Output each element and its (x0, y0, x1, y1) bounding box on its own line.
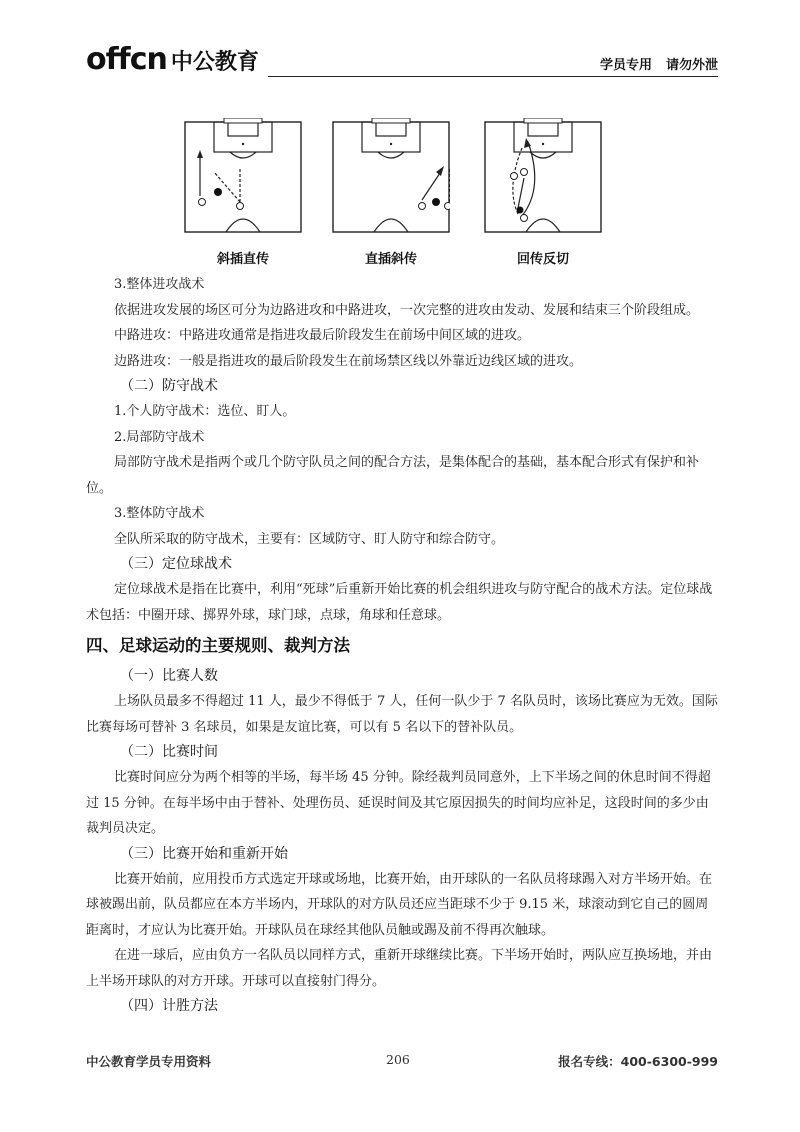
logo-text-cn: 中公教育 (170, 50, 259, 75)
page-footer (86, 1052, 718, 1072)
logo-text-en: offcn (86, 42, 167, 77)
defense-overall-text: 全队所采取的防守战术，主要有：区域防守、盯人防守和综合防守。 (114, 531, 505, 547)
time-text: 比赛时间应分为两个相等的半场，每半场 45 分钟。除经裁判员同意外，上下半场之间的休息时间不得超过 15 分钟。在每半场中由于替补、处理伤员、延误时间及其它原因损失的时间均应补足，这段时间的多少由裁判员决定。 (86, 770, 711, 836)
setpiece-text: 定位球战术是指在比赛中，利用“死球”后重新开始比赛的机会组织进攻与防守配合的战术方法。定位球战术包括：中圈开球、掷界外球，球门球，点球，角球和任意球。 (86, 582, 713, 623)
figure-caption-1: 斜插直传 (216, 252, 269, 267)
defense-local-title: 2.局部防守战术 (114, 429, 205, 445)
defense-individual: 1.个人防守战术：选位、盯人。 (114, 404, 296, 419)
figure-caption-2: 直插斜传 (364, 252, 417, 267)
figure-diagonal-straight (184, 118, 314, 267)
chapter-rules-heading: 四、足球运动的主要规则、裁判方法 (86, 636, 350, 655)
section-win-heading: （四）计胜方法 (120, 998, 218, 1014)
defense-local-text: 局部防守战术是指两个或几个防守队员之间的配合方法，是集体配合的基础，基本配合形式有保护和补位。 (86, 455, 700, 496)
section-defense-heading: （二）防守战术 (120, 378, 218, 394)
header-notice (600, 54, 718, 73)
players-text: 上场队员最多不得超过 11 人，最少不得低于 7 人，任何一队少于 7 名队员时，该场比赛应为无效。国际比赛每场可替补 3 名球员，如果是友谊比赛，可以有 5 名以下的替补队员。 (86, 694, 718, 735)
side-attack-text: 边路进攻：一般是指进攻的最后阶段发生在前场禁区线以外靠近边线区域的进攻。 (114, 353, 583, 369)
section-players-heading: （一）比赛人数 (120, 668, 218, 684)
section-start-heading: （三）比赛开始和重新开始 (120, 845, 288, 862)
offense-overall-text: 依据进攻发展的场区可分为边路进攻和中路进攻，一次完整的进攻由发动、发展和结束三个阶段组成。 (114, 302, 700, 318)
offense-overall-title: 3.整体进攻战术 (114, 277, 205, 292)
section-setpiece-heading: （三）定位球战术 (120, 556, 232, 572)
middle-attack-text: 中路进攻：中路进攻通常是指进攻最后阶段发生在前场中间区域的进攻。 (114, 328, 531, 343)
section-time-heading: （二）比赛时间 (120, 744, 218, 760)
page-number: 206 (386, 1052, 410, 1067)
figure-backpass-cut (484, 118, 614, 267)
pitch-diagram-3 (484, 118, 602, 234)
tactics-figures (180, 118, 620, 268)
footer-left: 中公教育学员专用资料 (86, 1054, 212, 1069)
pitch-diagram-1 (184, 118, 302, 234)
footer-hotline: 报名专线：400-6300-999 (558, 1054, 718, 1069)
header-notice-1: 学员专用 (599, 58, 652, 73)
defense-overall-title: 3.整体防守战术 (114, 506, 205, 521)
offcn-logo (86, 42, 259, 76)
pitch-diagram-2 (332, 118, 450, 234)
figure-straight-diagonal (332, 118, 462, 267)
header-rule (268, 76, 718, 77)
page-content (86, 272, 718, 1019)
start-text-1: 比赛开始前，应用投币方式选定开球或场地，比赛开始，由开球队的一名队员将球踢入对方半场开始。在球被踢出前，队员都应在本方半场内，开球队的对方队员还应当距球不少于 9.15 米，球滚动到它自己的圆周距离时，才应认为比赛开始。开球队员在球经其他队员触或踢及前不得再次触球。 (86, 871, 713, 938)
start-text-2: 在进一球后，应由负方一名队员以同样方式，重新开球继续比赛。下半场开始时，两队应互换场地，并由上半场开球队的对方开球。开球可以直接射门得分。 (86, 948, 713, 989)
figure-caption-3: 回传反切 (516, 252, 569, 267)
header-notice-2: 请勿外泄 (665, 58, 718, 73)
page-header (86, 38, 718, 80)
